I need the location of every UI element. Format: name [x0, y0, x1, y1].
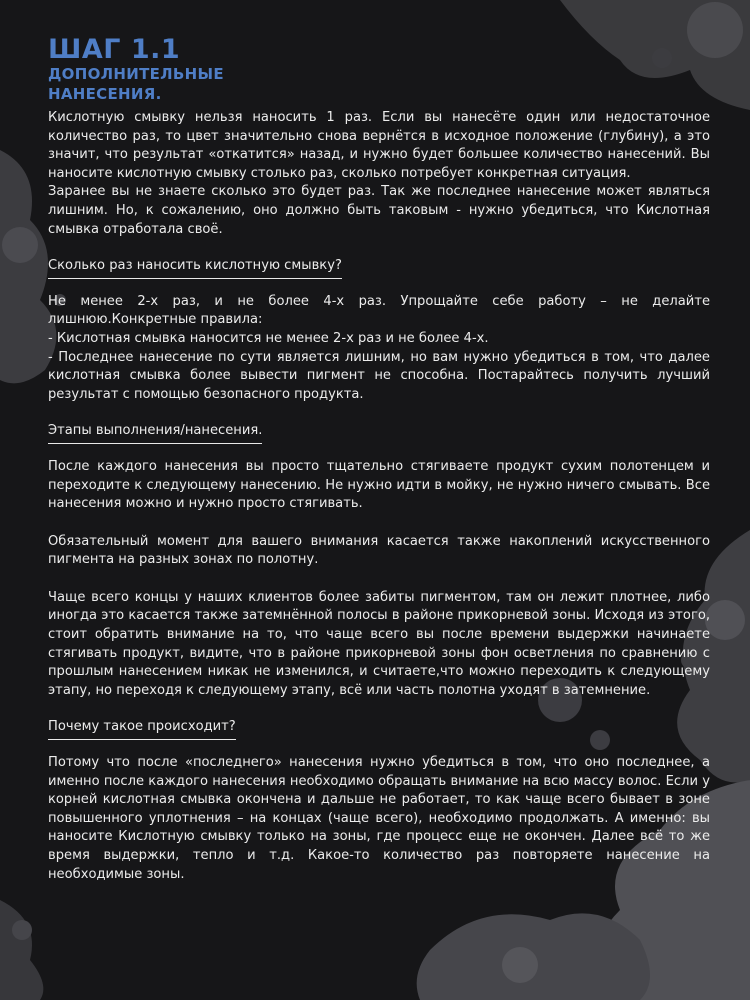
- subtitle-line-2: НАНЕСЕНИЯ.: [48, 85, 162, 103]
- section2-paragraph-3: Чаще всего концы у наших клиентов более забиты пигментом, там он лежит плотнее, либо иногда это касается также затемнённой полосы в районе прикорневой зоны. Исходя из этого, стоит обратить внимание на то, что чаще всего вы после времени выдержки начинаете стягивать продукт, видите, что в районе прикорневой зоны фон осветления по сравнению с прошлым нанесением никак не изменился, и считаете,что можно переходить к следующему этапу, но переходя к следующему этапу, всё или часть полотна уходят в затемнение.: [48, 589, 710, 698]
- subtitle-line-1: ДОПОЛНИТЕЛЬНЫЕ: [48, 65, 224, 83]
- section-heading-how-many: Сколько раз наносить кислотную смывку?: [48, 257, 342, 279]
- step-subtitle: [48, 64, 224, 104]
- step-title: ШАГ 1.1: [48, 34, 181, 65]
- intro-paragraph-2: Заранее вы не знаете сколько это будет раз. Так же последнее нанесение может являться лишним. Но, к сожалению, оно должно быть таковым - нужно убедиться, что Кислотная смывка отработала своё.: [48, 184, 710, 237]
- section-heading-why: Почему такое происходит?: [48, 718, 236, 740]
- intro-paragraph-1: Кислотную смывку нельзя наносить 1 раз. Если вы нанесёте один или недостаточное количество раз, то цвет значительно снова вернётся в исходное положение (глубину), а это значит, что результат «откатится» назад, и нужно будет большее количество нанесений. Вы наносите кислотную смывку столько раз, сколько потребует конкретная ситуация.: [48, 110, 710, 181]
- section1-line-1: Не менее 2-х раз, и не более 4-х раз. Упрощайте себе работу – не делайте лишнюю.Конкретные правила:: [48, 293, 710, 328]
- section3-paragraph-1: Потому что после «последнего» нанесения нужно убедиться в том, что оно последнее, а именно после каждого нанесения необходимо обращать внимание на всю массу волос. Если у корней кислотная смывка окончена и дальше не работает, то как чаще всего бывает в зоне повышенного уплотнения – на концах (чаще всего), необходимо продолжать. А именно: вы наносите Кислотную смывку только на зоны, где процесс еще не окончен. Далее всё то же время выдержки, тепло и т.д. Какое-то количество раз повторяете нанесение на необходимые зоны.: [48, 755, 710, 882]
- section1-line-2: - Кислотная смывка наносится не менее 2-х раз и не более 4-х.: [48, 330, 489, 346]
- section1-line-3: - Последнее нанесение по сути является лишним, но вам нужно убедиться в том, что далее кислотная смывка более вывести пигмент не способна. Постарайтесь получить лучший результат с помощью безопасного продукта.: [48, 349, 710, 402]
- section-heading-stages: Этапы выполнения/нанесения.: [48, 422, 262, 444]
- section2-paragraph-2: Обязательный момент для вашего внимания касается также накоплений искусственного пигмента на разных зонах по полотну.: [48, 533, 710, 568]
- section2-paragraph-1: После каждого нанесения вы просто тщательно стягиваете продукт сухим полотенцем и переходите к следующему нанесению. Не нужно идти в мойку, не нужно ничего смывать. Все нанесения можно и нужно просто стягивать.: [48, 458, 710, 512]
- main-content: [48, 109, 710, 884]
